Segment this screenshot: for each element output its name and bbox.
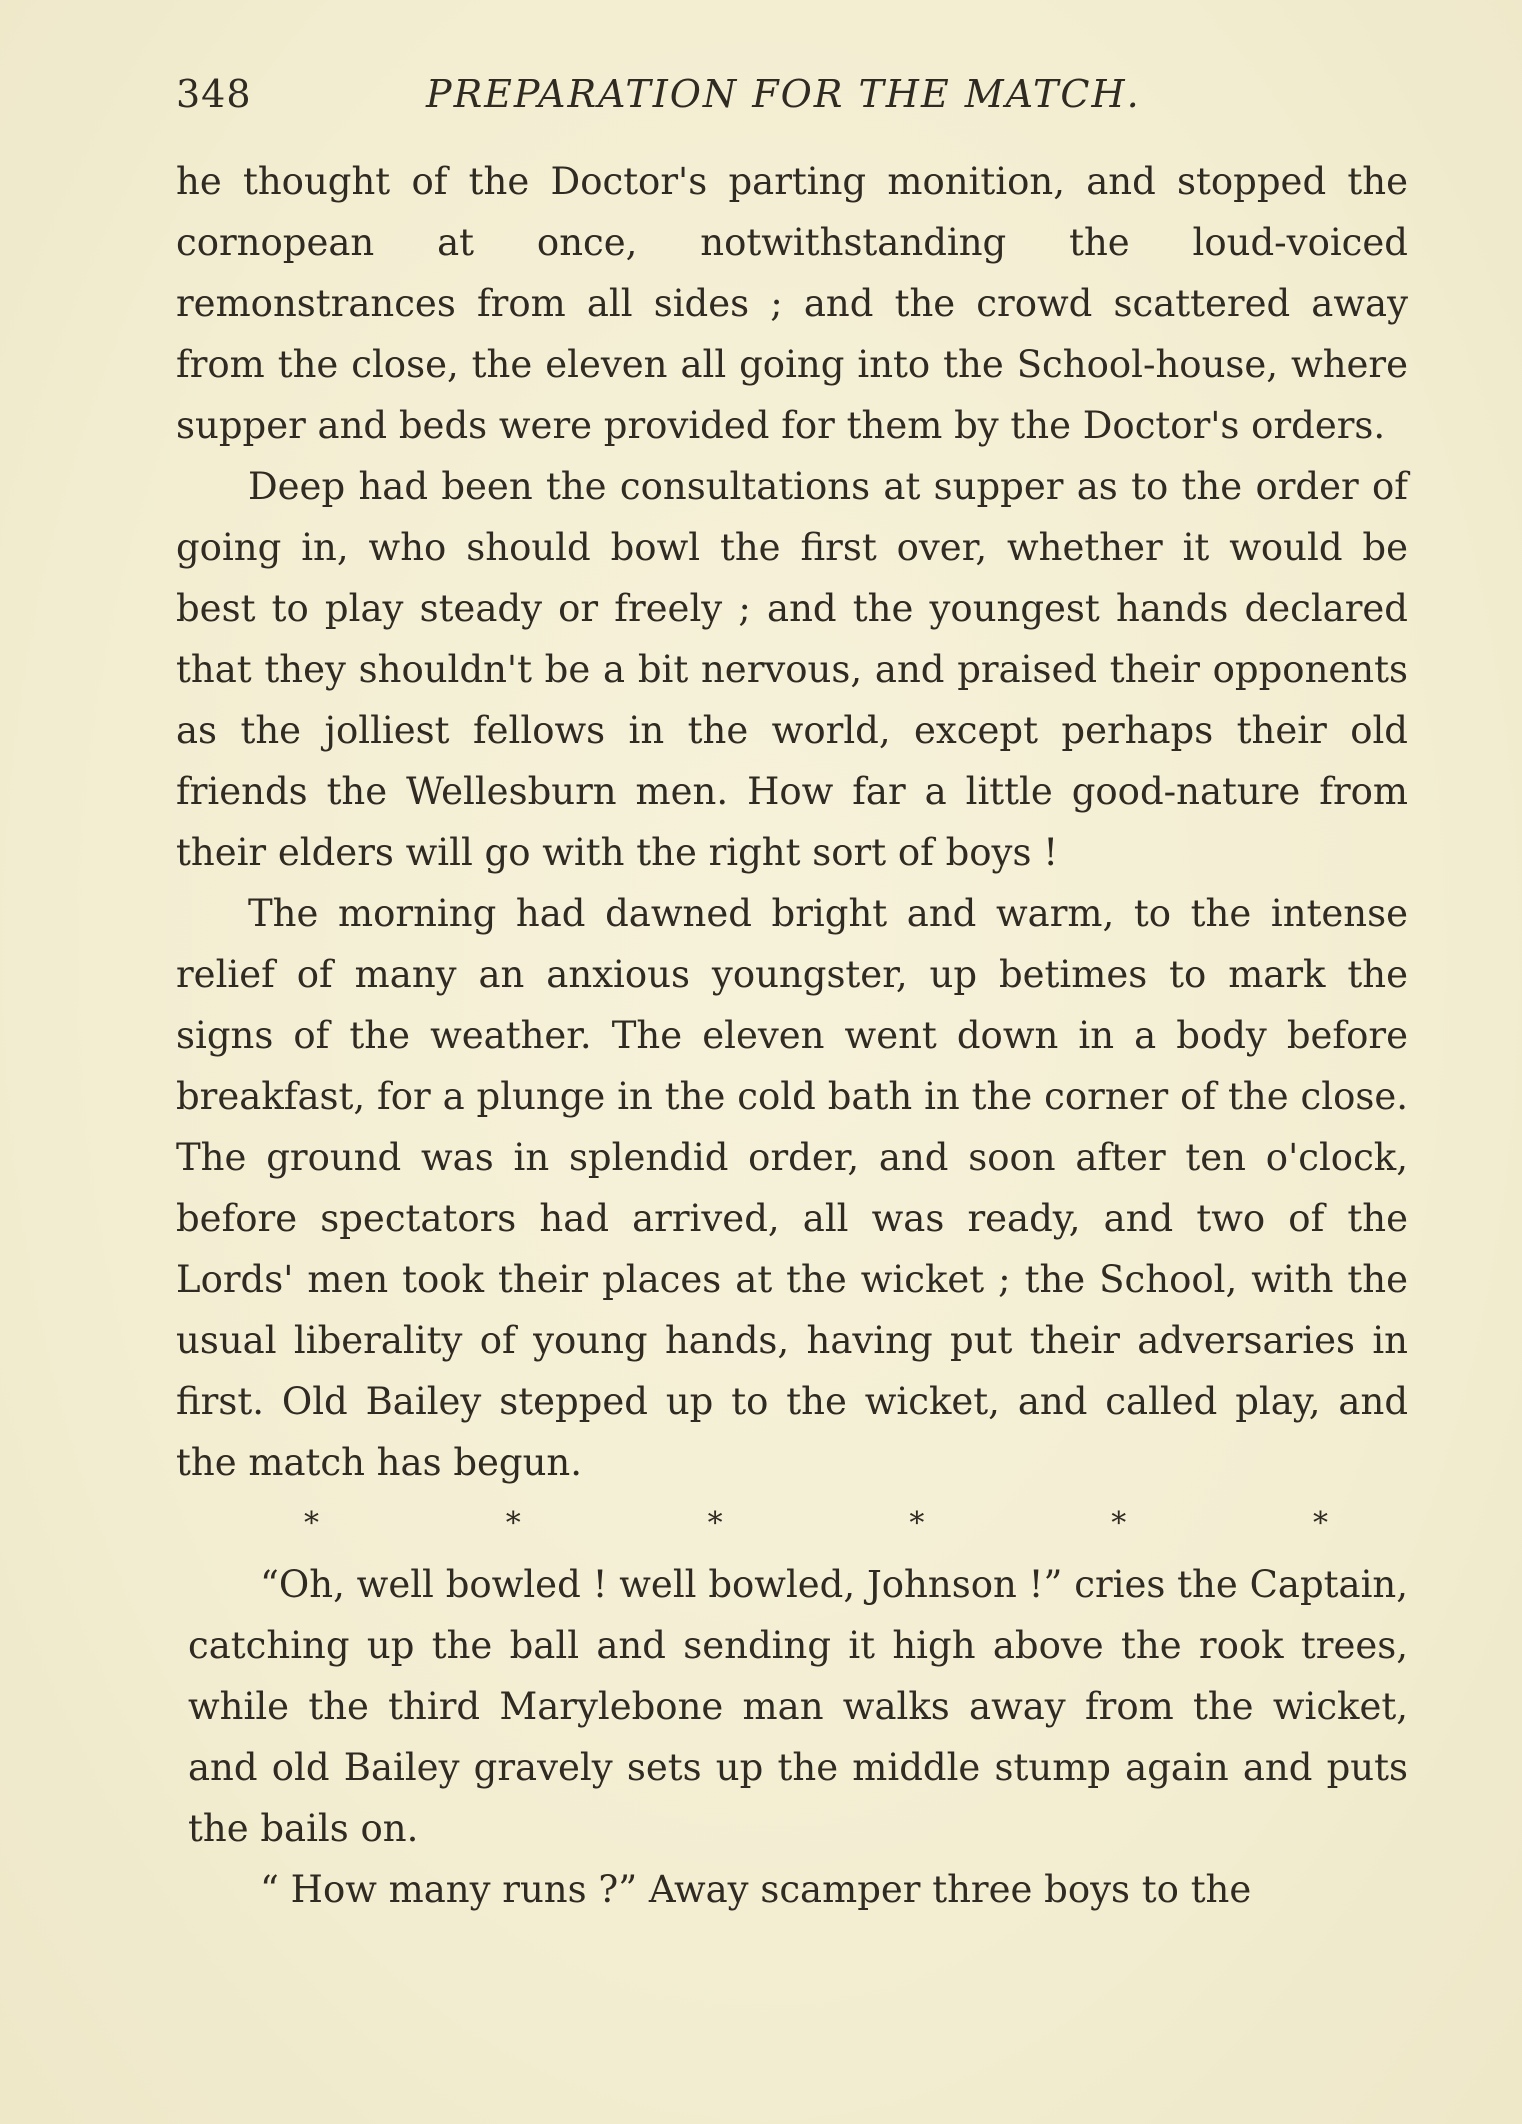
separator-asterisk: * [1312, 1506, 1328, 1541]
paragraph-consultations: Deep had been the consultations at supper as to the order of going in, who should bowl the first over, whether it would be best to play steady or freely ; and the youngest hands declared that they shouldn't be a bit nervous, and praised their opponents as the jolliest fellows in the world, except perhaps their old friends the Wellesburn men. How far a little good-nature from their elders will go with the right sort of boys ! [176, 465, 1408, 874]
separator-asterisk: * [505, 1506, 521, 1541]
separator-asterisk: * [1111, 1506, 1127, 1541]
section-separator [176, 1493, 1408, 1554]
body-text [176, 151, 1408, 1920]
paragraph-morning: The morning had dawned bright and warm, to the intense relief of many an anxious youngster, up betimes to mark the signs of the weather. The eleven went down in a body before breakfast, for a plunge in the cold bath in the corner of the close. The ground was in splendid order, and soon after ten o'clock, before spectators had arrived, all was ready, and two of the Lords' men took their places at the wicket ; the School, with the usual liberality of young hands, having put their adversaries in first. Old Bailey stepped up to the wicket, and called play, and the match has begun. [176, 892, 1408, 1484]
separator-asterisk: * [707, 1506, 723, 1541]
paragraph-well-bowled: “Oh, well bowled ! well bowled, Johnson !” cries the Captain, catching up the ball and sending it high above the rook trees, while the third Marylebone man walks away from the wicket, and old Bailey gravely sets up the middle stump again and puts the bails on. [188, 1563, 1408, 1850]
paragraph-how-many-runs: “ How many runs ?” Away scamper three boys to the [260, 1868, 1252, 1911]
page-header [176, 72, 1416, 132]
running-title: PREPARATION FOR THE MATCH. [426, 72, 1141, 116]
separator-asterisk: * [909, 1506, 925, 1541]
paragraph-continued: he thought of the Doctor's parting monition, and stopped the cornopean at once, notwithstanding the loud-voiced remonstrances from all sides ; and the crowd scattered away from the close, the eleven all going into the School-house, where supper and beds were provided for them by the Doctor's orders. [176, 160, 1408, 447]
scene-section [176, 1554, 1408, 1920]
page-number: 348 [176, 72, 252, 116]
separator-asterisk: * [304, 1506, 319, 1541]
